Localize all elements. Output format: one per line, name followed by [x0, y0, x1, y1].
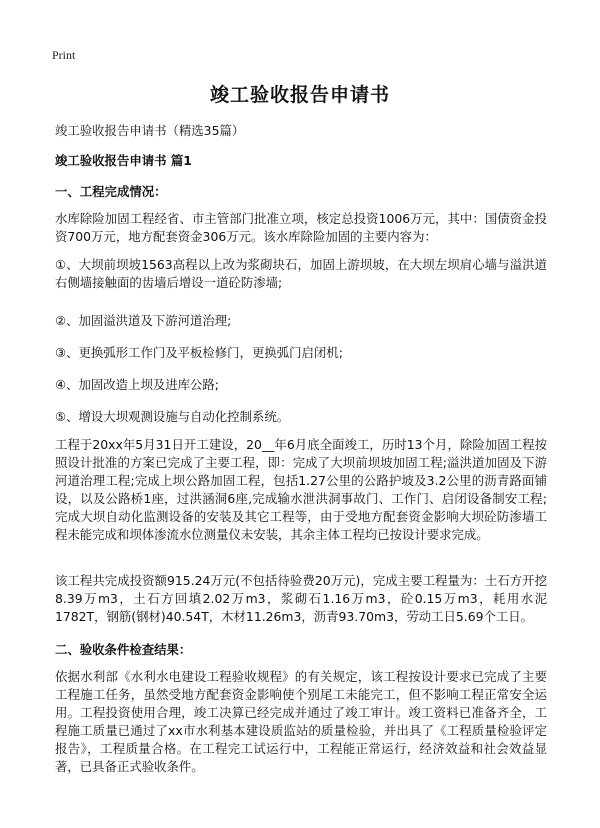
list-item: ②、加固溢洪道及下游河道治理; — [55, 313, 232, 328]
list-item: ③、更换弧形工作门及平板检修门，更换弧门启闭机; — [55, 345, 343, 360]
print-link[interactable]: Print — [52, 48, 76, 62]
paragraph-project-approval: 水库除险加固工程经省、市主管部门批准立项，核定总投资1006万元，其中：国债资金投资700万元，地方配套资金306万元。该水库除险加固的主要内容为： — [55, 211, 547, 244]
section-heading-acceptance: 二、验收条件检查结果： — [55, 642, 192, 657]
paragraph-investment-quantities: 该工程共完成投资额915.24万元(不包括待验费20万元)，完成主要工程量为：土石方开挖8.39万m3，土石方回填2.02万m3，浆砌石1.16万m3，砼0.15万m3，耗用水泥1782T，钢筋(钢材)40.54T，木材11.26m3，沥青93.70m3，劳动工日5.69个工日。 — [55, 573, 547, 624]
list-item: ⑤、增设大坝观测设施与自动化控制系统。 — [55, 409, 290, 424]
paragraph-acceptance-results: 依据水利部《水利水电建设工程验收规程》的有关规定，该工程按设计要求已完成了主要工程施工任务，虽然受地方配套资金影响使个别尾工未能完工，但不影响工程正常安全运用。工程投资使用合理，竣工决算已经完成并通过了竣工审计。竣工资料已准备齐全，工程施工质量已通过了xx市水利基本建设质监站的质量检验，并出具了《工程质量检验评定报告》，工程质量合格。在工程完工试运行中，工程能正常运行，经济效益和社会效益显著，已具备正式验收条件。 — [55, 669, 547, 774]
article-heading: 竣工验收报告申请书 篇1 — [55, 153, 192, 168]
section-heading-completion: 一、工程完成情况： — [55, 184, 167, 199]
paragraph-construction-progress: 工程于20xx年5月31日开工建设，20__年6月底全面竣工，历时13个月，除险加固工程按照设计批准的方案已完成了主要工程，即：完成了大坝前坝坡加固工程;溢洪道加固及下游河道治理工程;完成上坝公路加固工程，包括1.27公里的公路护坡及3.2公里的沥青路面铺设，以及公路桥1座，过洪涵洞6座,完成输水泄洪洞事故门、工作门、启闭设备制安工程;完成大坝自动化监测设备的安装及其它工程等，由于受地方配套资金影响大坝砼防渗墙工程未能完成和坝体渗流水位测量仪未安装，其余主体工程均已按设计要求完成。 — [55, 437, 547, 542]
document-subtitle: 竣工验收报告申请书（精选35篇） — [55, 123, 245, 138]
list-item: ①、大坝前坝坡1563高程以上改为浆砌块石，加固上游坝坡，在大坝左坝肩心墙与溢洪道右侧墙接触面的齿墙后增设一道砼防渗墙; — [55, 257, 547, 290]
document-title: 竣工验收报告申请书 — [209, 84, 390, 106]
list-item: ④、加固改造上坝及进库公路; — [55, 377, 219, 392]
